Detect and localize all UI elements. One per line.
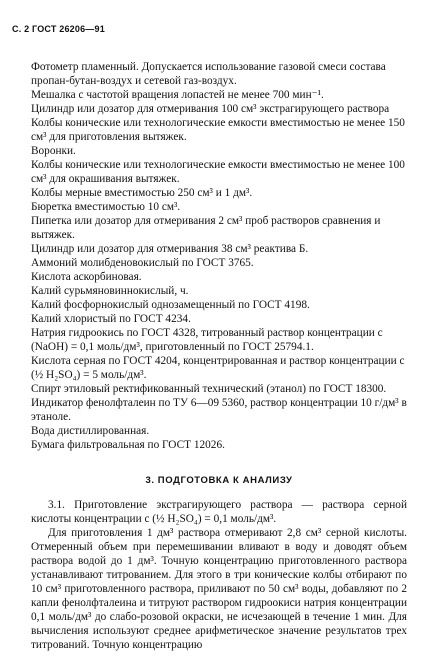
reagent-item: Колбы мерные вместимостью 250 см³ и 1 дм³. [31, 187, 253, 199]
reagent-item: Аммоний молибденовокислый по ГОСТ 3765. [31, 257, 254, 269]
reagent-item: Колбы конические или технологические емкости вместимостью не менее 150 см³ для приготовления вытяжек. [31, 117, 405, 143]
reagent-item: Цилиндр или дозатор для отмеривания 38 см³ реактива Б. [31, 243, 309, 255]
reagent-item: Натрия гидроокись по ГОСТ 4328, титрованный раствор концентрации с (NaOH) = 0,1 моль/дм³, приготовленный по ГОСТ 25794.1. [31, 327, 383, 353]
reagent-item: Калий фосфорнокислый однозамещенный по ГОСТ 4198. [31, 299, 310, 311]
reagent-item: Воронки. [31, 145, 76, 157]
reagent-item: Калий хлористый по ГОСТ 4234. [31, 313, 191, 325]
reagent-item: Индикатор фенолфталеин по ТУ 6—09 5360, раствор концентрации 10 г/дм³ в этаноле. [31, 397, 407, 423]
reagent-item: Спирт этиловый ректификованный технический (этанол) по ГОСТ 18300. [31, 383, 387, 395]
section-paragraph: 3.1. Приготовление экстрагирующего раствора — раствора серной кислоты концентрации с (½ H₂SO₄) = 0,1 моль/дм³. [31, 499, 407, 525]
reagent-item: Пипетка или дозатор для отмеривания 2 см³ проб растворов сравнения и вытяжек. [31, 215, 381, 241]
reagent-item: Фотометр пламенный. Допускается использование газовой смеси состава пропан-бутан-воздух и сетевой газ-воздух. [31, 61, 386, 87]
reagent-item: Вода дистиллированная. [31, 425, 150, 437]
reagent-item: Колбы конические или технологические емкости вместимостью не менее 100 см³ для окрашивания вытяжек. [31, 159, 405, 185]
document-body [31, 60, 407, 652]
reagent-item: Кислота аскорбиновая. [31, 271, 142, 283]
page-header: С. 2 ГОСТ 26206—91 [12, 24, 105, 34]
section-paragraph: Для приготовления 1 дм³ раствора отмеривают 2,8 см³ серной кислоты. Отмеренный объем при перемешивании вливают в воду и доводят объем раствора водой до 1 дм³. Точную концентрацию приготовленного раствора устанавливают титрованием. Для этого в три конические колбы отбирают по 10 см³ приготовленного раствора, приливают по 50 см³ воды, добавляют по 2 капли фенолфталеина и титруют раствором гидроокиси натрия концентрации 0,1 моль/дм³ до слабо-розовой окраски, не исчезающей в течение 1 мин. Для вычисления используют среднее арифметическое значение результатов трех титрований. Точную концентрацию [31, 527, 407, 651]
reagent-item: Калий сурьмяновиннокислый, ч. [31, 285, 189, 297]
reagent-item: Бюретка вместимостью 10 см³. [31, 201, 181, 213]
reagent-item: Мешалка с частотой вращения лопастей не менее 700 мин⁻¹. [31, 89, 324, 101]
reagent-item: Бумага фильтровальная по ГОСТ 12026. [31, 439, 225, 451]
reagent-item: Цилиндр или дозатор для отмеривания 100 см³ экстрагирующего раствора [31, 103, 390, 115]
reagent-item: Кислота серная по ГОСТ 4204, концентрированная и раствор концентрации с (½ H₂SO₄) = 5 моль/дм³. [31, 355, 405, 381]
section-heading: 3. ПОДГОТОВКА К АНАЛИЗУ [145, 475, 293, 486]
